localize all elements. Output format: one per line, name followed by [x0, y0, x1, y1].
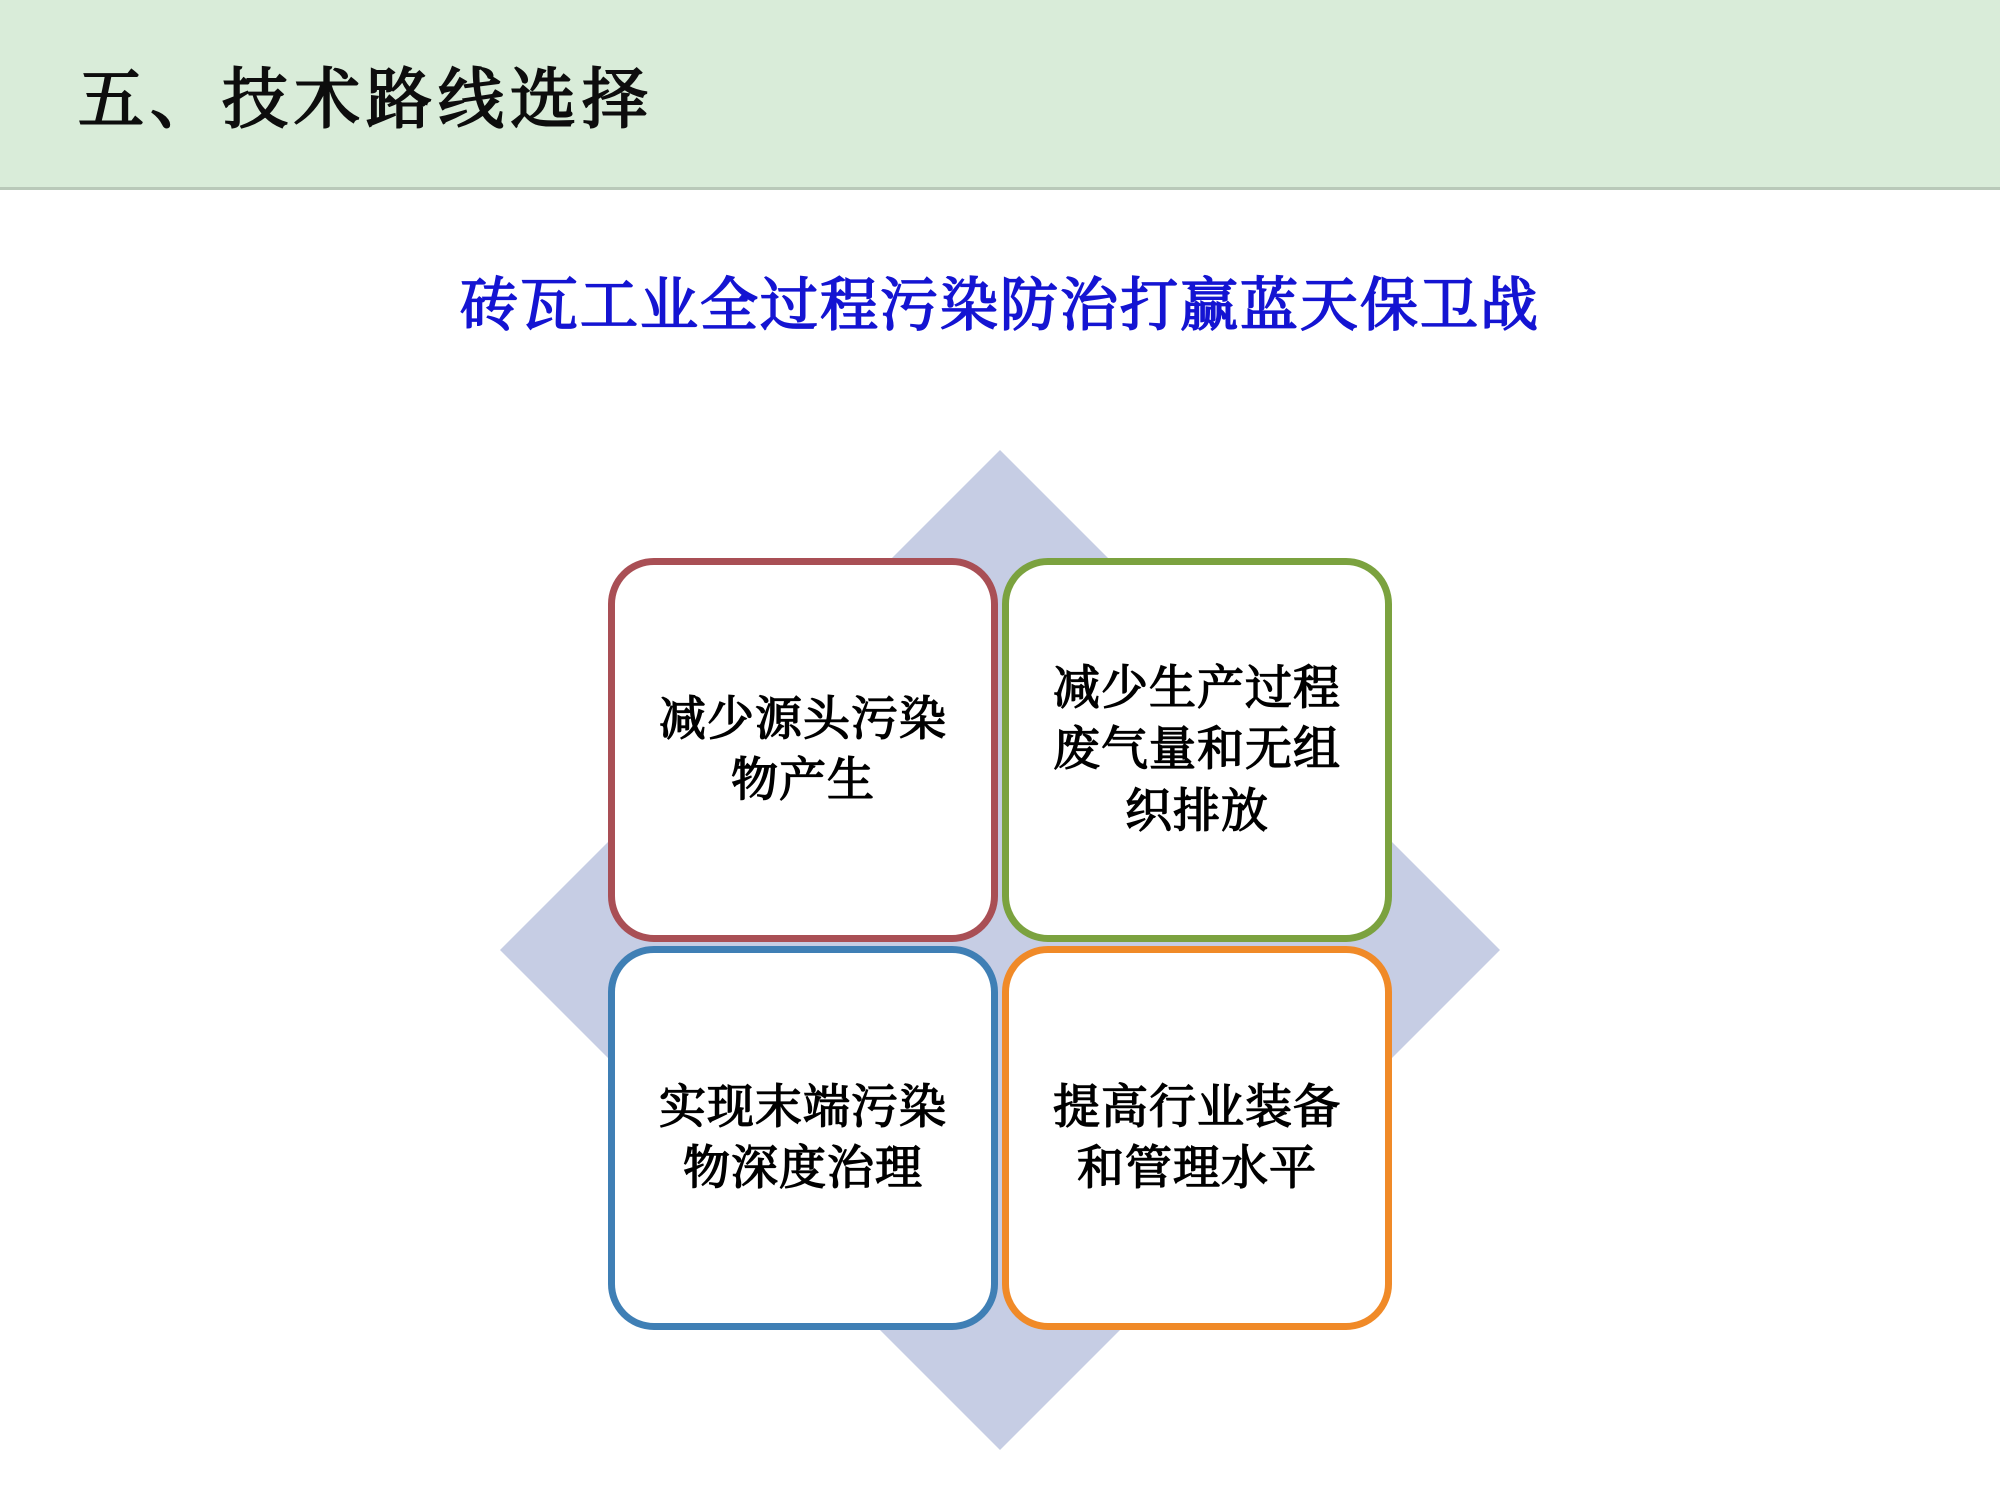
page-title: 砖瓦工业全过程污染防治打赢蓝天保卫战: [459, 271, 1540, 339]
card-grid: [608, 558, 1392, 1342]
card-process-label: 减少生产过程废气量和无组织排放: [1053, 661, 1341, 839]
card-management[interactable]: [1002, 946, 1392, 1330]
section-title: 五、技术路线选择: [78, 60, 654, 138]
card-process[interactable]: [1002, 558, 1392, 942]
card-management-label: 提高行业装备和管理水平: [1053, 1079, 1341, 1196]
header-band: [0, 0, 2000, 190]
card-terminal-label: 实现末端污染物深度治理: [659, 1079, 947, 1196]
card-source-label: 减少源头污染物产生: [659, 691, 947, 808]
card-terminal[interactable]: [608, 946, 998, 1330]
card-source[interactable]: [608, 558, 998, 942]
four-way-arrow-diagram: [500, 450, 1500, 1450]
